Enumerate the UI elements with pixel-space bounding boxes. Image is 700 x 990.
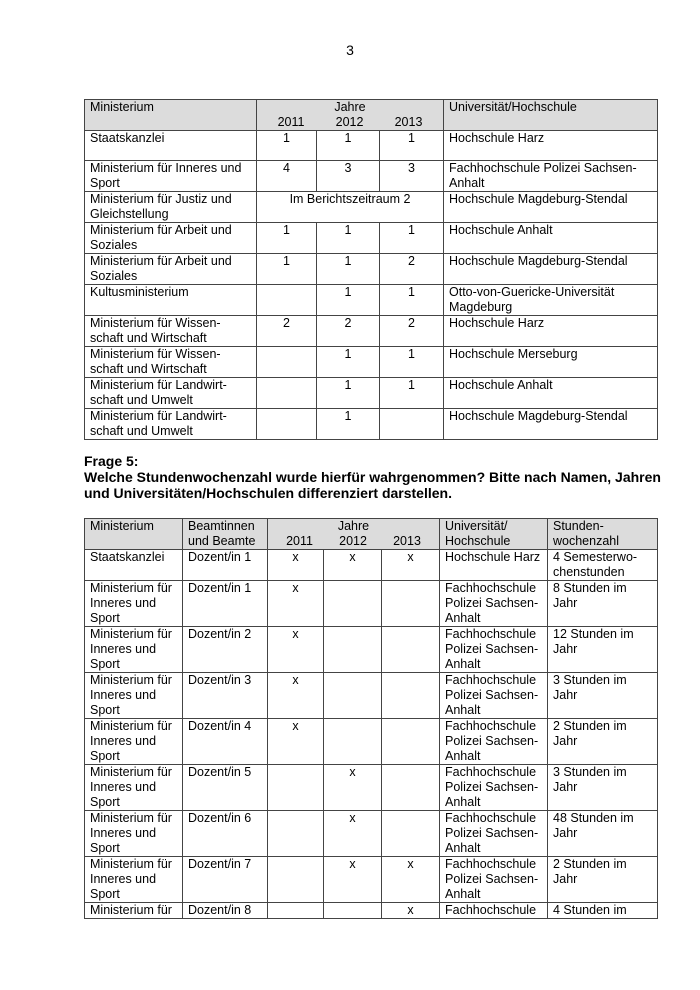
cell-y2011: 1 xyxy=(257,223,317,254)
cell-y2012: x xyxy=(324,765,382,811)
cell-y2012 xyxy=(324,719,382,765)
table-lehrauftraege xyxy=(84,99,658,440)
header-jahre xyxy=(257,100,444,131)
header-beamte: Beamtinnen und Beamte xyxy=(183,519,268,550)
cell-y2011 xyxy=(268,857,324,903)
cell-y2011: x xyxy=(268,550,324,581)
cell-stunden: 12 Stunden im Jahr xyxy=(548,627,658,673)
cell-ministerium: Ministerium für Inneres und Sport xyxy=(85,765,183,811)
cell-y2011: 4 xyxy=(257,161,317,192)
question-5 xyxy=(84,453,664,501)
cell-beamte: Dozent/in 2 xyxy=(183,627,268,673)
cell-y2013: 1 xyxy=(380,131,444,161)
cell-stunden: 2 Stunden im Jahr xyxy=(548,857,658,903)
year-label: 2012 xyxy=(335,115,364,129)
cell-beamte: Dozent/in 1 xyxy=(183,550,268,581)
cell-stunden: 3 Stunden im Jahr xyxy=(548,765,658,811)
cell-ministerium: Kultusministerium xyxy=(85,285,257,316)
cell-uni: Fachhochschule Polizei Sachsen-Anhalt xyxy=(444,161,658,192)
cell-y2013 xyxy=(382,811,440,857)
cell-uni: Fachhochschule Polizei Sachsen-Anhalt xyxy=(440,719,548,765)
cell-y2013: 1 xyxy=(380,378,444,409)
table-row xyxy=(85,903,658,919)
year-label: 2013 xyxy=(394,115,423,129)
cell-uni: Fachhochschule xyxy=(440,903,548,919)
cell-ministerium: Ministerium für Inneres und Sport xyxy=(85,161,257,192)
cell-y2012: x xyxy=(324,550,382,581)
header-stunden: Stunden-wochenzahl xyxy=(548,519,658,550)
question-label: Frage 5: xyxy=(84,453,139,469)
cell-y2012: 1 xyxy=(317,409,380,440)
cell-y2013: x xyxy=(382,550,440,581)
header-jahre xyxy=(268,519,440,550)
cell-uni: Fachhochschule Polizei Sachsen-Anhalt xyxy=(440,857,548,903)
table-row xyxy=(85,254,658,285)
cell-y2011 xyxy=(268,903,324,919)
cell-y2013 xyxy=(382,673,440,719)
table-1-body xyxy=(85,100,658,440)
cell-beamte: Dozent/in 3 xyxy=(183,673,268,719)
cell-ministerium: Ministerium für Justiz und Gleichstellung xyxy=(85,192,257,223)
cell-uni: Otto-von-Guericke-Universität Magdeburg xyxy=(444,285,658,316)
cell-y2013 xyxy=(382,581,440,627)
year-label: 2013 xyxy=(393,534,421,548)
cell-ministerium: Ministerium für Arbeit und Soziales xyxy=(85,254,257,285)
cell-ministerium: Ministerium für Arbeit und Soziales xyxy=(85,223,257,254)
cell-y2013: x xyxy=(382,857,440,903)
year-label: 2011 xyxy=(286,534,313,548)
cell-y2012: 1 xyxy=(317,285,380,316)
cell-y2011: 2 xyxy=(257,316,317,347)
cell-uni: Hochschule Anhalt xyxy=(444,378,658,409)
header-row xyxy=(85,519,658,550)
cell-y2013 xyxy=(382,719,440,765)
cell-y2012: 1 xyxy=(317,347,380,378)
cell-uni: Hochschule Harz xyxy=(444,131,658,161)
cell-y2012: x xyxy=(324,811,382,857)
header-row xyxy=(85,100,658,131)
cell-beamte: Dozent/in 6 xyxy=(183,811,268,857)
year-label: 2011 xyxy=(277,115,305,129)
table-row xyxy=(85,347,658,378)
cell-ministerium: Ministerium für Inneres und Sport xyxy=(85,811,183,857)
cell-stunden: 8 Stunden im Jahr xyxy=(548,581,658,627)
cell-y2012: 1 xyxy=(317,378,380,409)
cell-ministerium: Ministerium für xyxy=(85,903,183,919)
cell-beamte: Dozent/in 5 xyxy=(183,765,268,811)
header-jahre-label: Jahre xyxy=(337,519,370,533)
cell-ministerium: Ministerium für Inneres und Sport xyxy=(85,673,183,719)
cell-y2011: 1 xyxy=(257,254,317,285)
cell-ministerium: Ministerium für Wissen-schaft und Wirtschaft xyxy=(85,347,257,378)
cell-y2012: x xyxy=(324,857,382,903)
cell-uni: Fachhochschule Polizei Sachsen-Anhalt xyxy=(440,673,548,719)
cell-beamte: Dozent/in 8 xyxy=(183,903,268,919)
cell-y2013: 3 xyxy=(380,161,444,192)
table-row xyxy=(85,223,658,254)
cell-beamte: Dozent/in 1 xyxy=(183,581,268,627)
cell-y2011: x xyxy=(268,719,324,765)
cell-y2012: 1 xyxy=(317,254,380,285)
cell-berichtszeitraum: Im Berichtszeitraum 2 xyxy=(257,192,444,223)
cell-ministerium: Ministerium für Inneres und Sport xyxy=(85,581,183,627)
cell-y2013: 2 xyxy=(380,316,444,347)
question-text: Welche Stundenwochenzahl wurde hierfür wahrgenommen? Bitte nach Namen, Jahren und Universitäten/Hochschulen differenziert darstellen. xyxy=(84,469,661,501)
cell-ministerium: Ministerium für Wissen-schaft und Wirtschaft xyxy=(85,316,257,347)
table-row xyxy=(85,581,658,627)
header-uni: Universität/Hochschule xyxy=(444,100,658,131)
cell-y2011 xyxy=(257,347,317,378)
cell-uni: Hochschule Harz xyxy=(444,316,658,347)
cell-y2011 xyxy=(268,765,324,811)
cell-y2011 xyxy=(257,285,317,316)
cell-y2013: 1 xyxy=(380,285,444,316)
cell-y2011: x xyxy=(268,581,324,627)
cell-y2012 xyxy=(324,903,382,919)
cell-y2013 xyxy=(382,627,440,673)
table-row xyxy=(85,811,658,857)
cell-y2011: x xyxy=(268,627,324,673)
cell-y2012 xyxy=(324,627,382,673)
cell-ministerium: Ministerium für Landwirt-schaft und Umwelt xyxy=(85,409,257,440)
table-row xyxy=(85,857,658,903)
cell-y2012: 2 xyxy=(317,316,380,347)
cell-y2013 xyxy=(382,765,440,811)
cell-y2012 xyxy=(324,673,382,719)
cell-uni: Fachhochschule Polizei Sachsen-Anhalt xyxy=(440,811,548,857)
table-row xyxy=(85,719,658,765)
cell-y2011 xyxy=(257,378,317,409)
page-number: 3 xyxy=(346,42,354,58)
cell-stunden: 48 Stunden im Jahr xyxy=(548,811,658,857)
table-row xyxy=(85,131,658,161)
years-row xyxy=(273,534,434,549)
table-row xyxy=(85,285,658,316)
header-jahre-label: Jahre xyxy=(334,100,366,114)
cell-y2013 xyxy=(380,409,444,440)
table-row xyxy=(85,192,658,223)
table-row xyxy=(85,627,658,673)
cell-stunden: 3 Stunden im Jahr xyxy=(548,673,658,719)
cell-ministerium: Staatskanzlei xyxy=(85,131,257,161)
cell-y2011 xyxy=(268,811,324,857)
cell-y2012 xyxy=(324,581,382,627)
cell-y2011: x xyxy=(268,673,324,719)
cell-y2013: 2 xyxy=(380,254,444,285)
cell-uni: Hochschule Magdeburg-Stendal xyxy=(444,192,658,223)
cell-y2013: 1 xyxy=(380,223,444,254)
cell-y2011: 1 xyxy=(257,131,317,161)
table-2-body xyxy=(85,519,658,919)
header-ministerium: Ministerium xyxy=(85,100,257,131)
table-row xyxy=(85,378,658,409)
cell-beamte: Dozent/in 4 xyxy=(183,719,268,765)
cell-uni: Hochschule Magdeburg-Stendal xyxy=(444,409,658,440)
cell-ministerium: Ministerium für Inneres und Sport xyxy=(85,719,183,765)
cell-beamte: Dozent/in 7 xyxy=(183,857,268,903)
cell-uni: Fachhochschule Polizei Sachsen-Anhalt xyxy=(440,765,548,811)
cell-ministerium: Staatskanzlei xyxy=(85,550,183,581)
cell-stunden: 4 Stunden im xyxy=(548,903,658,919)
cell-uni: Hochschule Merseburg xyxy=(444,347,658,378)
cell-uni: Hochschule Anhalt xyxy=(444,223,658,254)
table-row xyxy=(85,550,658,581)
cell-y2012: 3 xyxy=(317,161,380,192)
cell-uni: Hochschule Harz xyxy=(440,550,548,581)
table-row xyxy=(85,316,658,347)
header-uni: Universität/ Hochschule xyxy=(440,519,548,550)
cell-stunden: 4 Semesterwo-chenstunden xyxy=(548,550,658,581)
year-label: 2012 xyxy=(339,534,367,548)
cell-stunden: 2 Stunden im Jahr xyxy=(548,719,658,765)
cell-y2011 xyxy=(257,409,317,440)
table-row xyxy=(85,161,658,192)
cell-ministerium: Ministerium für Landwirt-schaft und Umwelt xyxy=(85,378,257,409)
cell-uni: Fachhochschule Polizei Sachsen-Anhalt xyxy=(440,627,548,673)
cell-y2013: 1 xyxy=(380,347,444,378)
cell-y2012: 1 xyxy=(317,131,380,161)
header-ministerium: Ministerium xyxy=(85,519,183,550)
cell-y2012: 1 xyxy=(317,223,380,254)
cell-y2013: x xyxy=(382,903,440,919)
cell-ministerium: Ministerium für Inneres und Sport xyxy=(85,627,183,673)
years-row xyxy=(262,115,438,130)
table-row xyxy=(85,765,658,811)
cell-ministerium: Ministerium für Inneres und Sport xyxy=(85,857,183,903)
cell-uni: Fachhochschule Polizei Sachsen-Anhalt xyxy=(440,581,548,627)
cell-uni: Hochschule Magdeburg-Stendal xyxy=(444,254,658,285)
table-row xyxy=(85,409,658,440)
table-row xyxy=(85,673,658,719)
table-stundenwochenzahl xyxy=(84,518,658,919)
